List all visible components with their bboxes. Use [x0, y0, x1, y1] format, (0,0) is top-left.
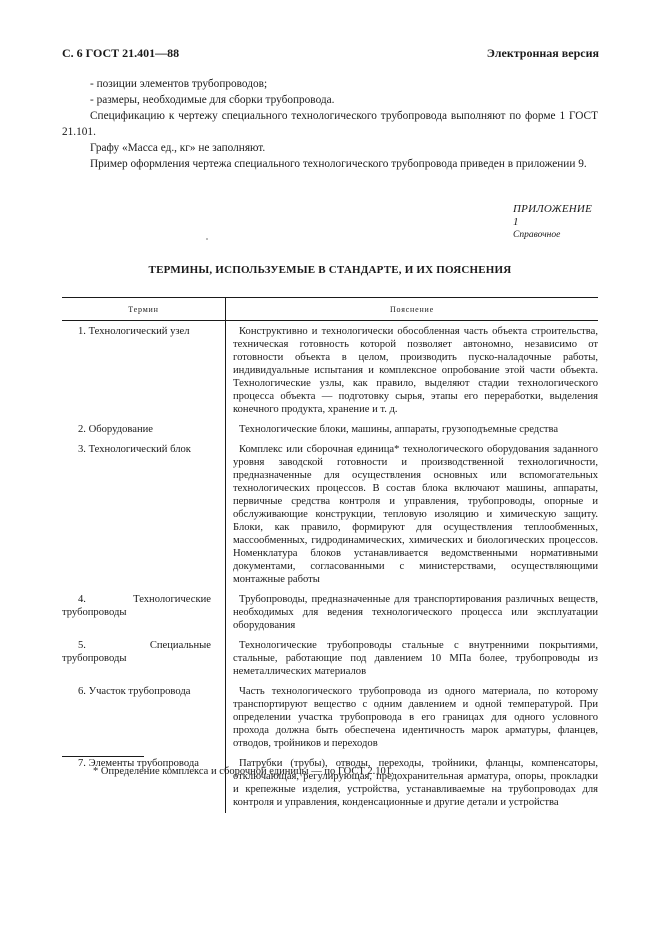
intro-paragraph: - позиции элементов трубопроводов; [90, 78, 268, 90]
explanation-cell [226, 440, 599, 590]
explanation-text: Патрубки (трубы), отводы, переходы, тройники, фланцы, компенсаторы, отключающая, регулирующая, предохранительная арматура, опоры, прокладки и крепежные изделия, устройства, устанавливаемые на трубопроводах для контроля и управления, конденсационные и другие детали и устройства [233, 758, 598, 808]
explanation-text: Технологические трубопроводы стальные с внутренними покрытиями, стальные, работающие под давлением 10 МПа более, трубопроводы из неметаллических материалов [233, 640, 598, 677]
explanation-cell [226, 682, 599, 754]
explanation-text: Трубопроводы, предназначенные для транспортирования различных веществ, необходимых для ведения технологического процесса или эксплуатации оборудования [233, 594, 598, 631]
scan-speck [206, 238, 208, 240]
edition-label: Электронная версия [486, 46, 599, 60]
intro-paragraph: Пример оформления чертежа специального технологического трубопровода приведен в приложении 9. [90, 158, 587, 170]
explanation-cell [226, 321, 599, 421]
intro-paragraph: Графу «Масса ед., кг» не заполняют. [90, 142, 266, 154]
table-row [62, 754, 598, 813]
explanation-cell [226, 754, 599, 813]
appendix-title: ПРИЛОЖЕНИЕ 1 [513, 203, 592, 228]
table-row [62, 590, 598, 636]
term-text: 7. Элементы трубопровода [78, 758, 199, 769]
explanation-cell [226, 636, 599, 682]
column-header-term: Термин [62, 298, 226, 321]
table-row [62, 440, 598, 590]
intro-paragraph: Спецификацию к чертежу специального технологического трубопровода выполняют по форме 1 ГОСТ 21.101. [62, 110, 598, 138]
term-text: 3. Технологический блок [78, 444, 191, 455]
term-text: 6. Участок трубопровода [78, 686, 191, 697]
term-cell [62, 754, 226, 813]
explanation-text: Конструктивно и технологически обособленная часть объекта строительства, техническая готовность которой позволяет автономно, независимо от готовности объекта в целом, производить пуско-наладочные работы, индивидуальные испытания и комплексное опробование этой части объекта. Технологические узлы, как правило, выделяют стадии технологического процесса объекта — подготовку сырья, этапы его переработки, выделения конечного продукта, хранение и т. д. [233, 326, 598, 415]
explanation-text: Технологические блоки, машины, аппараты, грузоподъемные средства [239, 424, 559, 435]
explanation-text: Часть технологического трубопровода из одного материала, по которому транспортируют вещество с одним давлением и одной температурой. При определении участка трубопровода в его границах для одного условного прохода должна быть обеспечена идентичность марок арматуры, фланцев, отводов, тройников и переходов [233, 686, 598, 749]
explanation-text: Комплекс или сборочная единица* технологического оборудования заданного уровня заводской готовности и производственной технологичности, предназначенные для осуществления основных или вспомогательных технологических процессов. В состав блока включают машины, аппараты, первичные средства контроля и управления, трубопроводы, опорные и обслуживающие конструкции, тепловую изоляцию и химическую защиту. Блоки, как правило, формируют для осуществления теплообменных, массообменных, гидродинамических, химических и биологических процессов. Номенклатура блоков устанавливается ведомственными нормативными документами, согласованными с министерствами, осуществляющими монтажные работы [233, 444, 598, 585]
term-text: 2. Оборудование [78, 424, 154, 435]
intro-text [62, 76, 598, 172]
explanation-cell [226, 420, 599, 440]
term-cell [62, 636, 226, 682]
table-header-row [62, 298, 598, 321]
term-cell [62, 420, 226, 440]
table-row [62, 636, 598, 682]
page-header-label: С. 6 ГОСТ 21.401—88 [62, 46, 180, 60]
column-header-explanation: Пояснение [226, 298, 599, 321]
term-cell [62, 440, 226, 590]
term-cell [62, 321, 226, 421]
footnote: * Определение комплекса и сборочной единицы — по ГОСТ 2.101. [93, 766, 394, 777]
table-row [62, 321, 598, 421]
terms-table [62, 297, 598, 813]
section-title: ТЕРМИНЫ, ИСПОЛЬЗУЕМЫЕ В СТАНДАРТЕ, И ИХ ПОЯСНЕНИЯ [148, 264, 512, 276]
term-text: 1. Технологический узел [78, 326, 190, 337]
footnote-separator [62, 756, 144, 757]
term-text: 5. Специальные трубопроводы [62, 640, 211, 664]
intro-paragraph: - размеры, необходимые для сборки трубопровода. [90, 94, 335, 106]
table-row [62, 682, 598, 754]
term-cell [62, 590, 226, 636]
term-text: 4. Технологические трубопроводы [62, 594, 211, 618]
appendix-heading [513, 203, 599, 242]
explanation-cell [226, 590, 599, 636]
appendix-subtitle: Справочное [513, 230, 561, 240]
term-cell [62, 682, 226, 754]
table-row [62, 420, 598, 440]
